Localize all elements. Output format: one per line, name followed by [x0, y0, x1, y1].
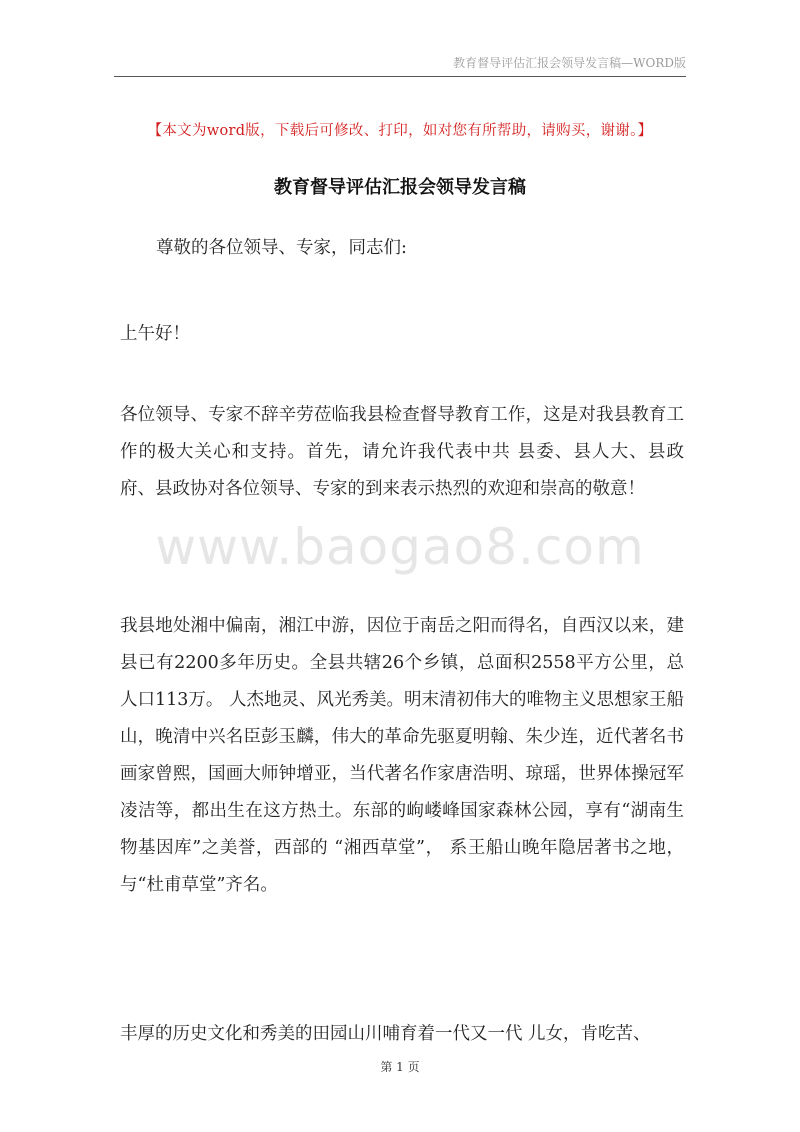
- greeting-line: 尊敬的各位领导、专家，同志们:: [156, 238, 407, 258]
- body-paragraph-1: 各位领导、专家不辞辛劳莅临我县检查督导教育工作，这是对我县教育工作的极大关心和支持。首先，请允许我代表中共 县委、县人大、县政府、县政协对各位领导、专家的到来表示热烈的欢迎和崇高的敬意！: [120, 405, 684, 499]
- header-divider: [114, 76, 686, 77]
- salutation-line: 上午好！: [120, 324, 190, 344]
- running-header: 教育督导评估汇报会领导发言稿—WORD版: [453, 56, 686, 70]
- body-paragraph-2: 我县地处湘中偏南，湘江中游，因位于南岳之阳而得名，自西汉以来，建县已有2200多年历史。全县共辖26个乡镇，总面积2558平方公里，总人口113万。 人杰地灵、风光秀美。明末清初伟大的唯物主义思想家王船山，晚清中兴名臣彭玉麟，伟大的革命先驱夏明翰、朱少连，近代著名书画家曾熙，国画大师钟增亚，当代著名作家唐浩明、琼瑶，世界体操冠军凌洁等，都出生在这方热土。东部的岣嵝峰国家森林公园，享有“湖南生物基因库”之美誉，西部的 “湘西草堂”， 系王船山晚年隐居著书之地，与“杜甫草堂”齐名。: [120, 616, 684, 895]
- purchase-notice: 【本文为word版，下载后可修改、打印，如对您有所帮助，请购买，谢谢。】: [147, 123, 653, 139]
- watermark: www.baogao8.com: [155, 518, 645, 576]
- body-paragraph-3: 丰厚的历史文化和秀美的田园山川哺育着一代又一代 儿女，肯吃苦、: [120, 1024, 651, 1044]
- page-number: 第 1 页: [380, 1060, 420, 1074]
- document-title: 教育督导评估汇报会领导发言稿: [274, 177, 526, 198]
